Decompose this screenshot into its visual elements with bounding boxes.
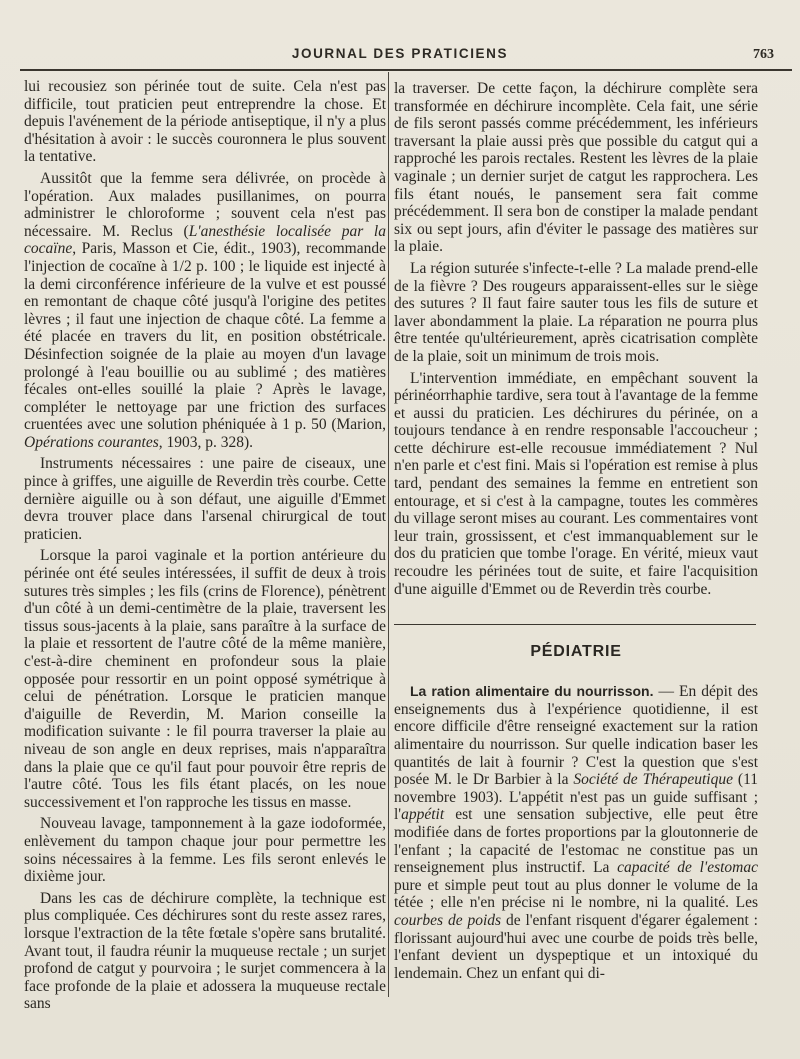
paragraph: Instruments nécessaires : une paire de ciseaux, une pince à griffes, une aiguille de Reverdin très courbe. Cette dernière aiguille ou à son défaut, une aiguille d'Emmet devra trouver place dans l'arsenal chirurgical de tout praticien. (24, 455, 386, 543)
article-title: La ration alimentaire du nourrisson. (410, 683, 654, 700)
paragraph (24, 170, 386, 452)
paragraph: L'intervention immédiate, en empêchant souvent la périnéorrhaphie tardive, sera tout à l'avantage de la femme et aussi du praticien. Les déchirures du périnée, on a toujours tendance à en rendre responsable l'accoucheur ; cette déchirure est-elle recousue immédiatement ? Nul n'en parle et c'est fini. Mais si l'opération est remise à plus tard, pendant des semaines la femme en entretient son entourage, et si c'est à la campagne, toutes les commères du village seront mises au courant. Les commentaires vont leur train, grossissent, et c'est immanquablement sur le dos du praticien que tombe l'orage. En vérité, mieux vaut recoudre les périnées tout de suite, et faire l'acquisition d'une aiguille d'Emmet ou de Reverdin très courbe. (394, 369, 758, 598)
paragraph: Dans les cas de déchirure complète, la technique est plus compliquée. Ces déchirures sont du reste assez rares, lorsque l'extraction de la tête fœtale s'opère sans brutalité. Avant tout, il faudra réunir la muqueuse rectale ; un surjet profond de catgut y pourvoira ; le surjet commencera à la face profonde de la plaie et adossera la muqueuse rectale sans (24, 889, 386, 1013)
journal-title: Société de Thérapeutique (573, 771, 733, 789)
emphasis: capacité de l'estomac (617, 859, 759, 877)
text-run: pure et simple peut tout au plus donner le volume de la tétée ; elle n'en précise ni le nombre, ni la qualité. Les (394, 876, 758, 912)
page-number: 763 (753, 47, 774, 62)
paragraph: Nouveau lavage, tamponnement à la gaze iodoformée, enlèvement du tampon chaque jour pour permettre les soins nécessaires à la femme. Les fils seront enlevés le dixième jour. (24, 815, 386, 886)
section-rule (394, 624, 756, 625)
emphasis: appétit (401, 806, 445, 824)
paragraph: la traverser. De cette façon, la déchirure complète sera transformée en déchirure incomplète. Cela fait, une série de fils seront passés comme précédemment, les inférieurs traversant la plaie aussi près que possible du catgut qui a rapproché les parois rectales. Restent les lèvres de la plaie vaginale ; un dernier surjet de catgut les rapprochera. Les fils étant noués, le pansement sera fait comme précédemment. Il sera bon de constiper la malade pendant six ou sept jours, afin d'éviter le passage des matières sur la plaie. (394, 80, 758, 256)
paragraph (394, 683, 758, 982)
text-run: — En dépit des enseignements dus à l'expérience quotidienne, il est encore difficile d'être renseigné exactement sur la ration alimentaire du nourrisson. Sur quelle indication baser les quantités de lait à fournir ? C'est la question que s'est posée M. le Dr Barbier à la (394, 683, 758, 789)
column-divider (388, 72, 389, 997)
running-head (0, 44, 800, 68)
text-run: , Paris, Masson et Cie, édit., 1903), recommande l'injection de cocaïne à 1/2 p. 100 ; le liquide est injecté à la demi circonférence inférieure de la vulve et est poussé en remontant de chaque côté jusqu'à l'origine des petites lèvres ; il faut une injection de chaque côté. La femme a été placée en travers du lit, en position obstétricale. Désinfection soignée de la plaie au moyen d'un lavage prolongé à l'eau bouillie ou au sublimé ; des matières fécales ont-elles souillé la plaie ? Après le lavage, compléter le nettoyage par une friction des surfaces cruentées avec une solution phéniquée à 1 p. 50 (Marion, (24, 240, 386, 434)
book-title: Opérations courantes (24, 433, 159, 451)
section-heading: PÉDIATRIE (530, 643, 622, 661)
header-rule (20, 69, 792, 71)
running-title: JOURNAL DES PRATICIENS (291, 46, 509, 61)
text-run: de l'enfant risquent d'égarer également : florissant aujourd'hui avec une courbe de poids très belle, l'enfant devient un dyspeptique et un intoxiqué du lendemain. Chez un enfant qui di- (394, 911, 758, 982)
paragraph: lui recousiez son périnée tout de suite. Cela n'est pas difficile, tout praticien peut entreprendre la chose. Et depuis l'avénement de la période antiseptique, il n'y a plus d'hésitation à avoir : le succès couronnera le plus souvent la tentative. (24, 78, 386, 166)
text-run: Aussitôt que la femme sera délivrée, on procède à l'opération. Aux malades pusillanimes, on pourra administrer le chloroforme ; souvent cela n'est pas nécessaire. M. Reclus ( (24, 169, 386, 240)
text-run: (11 novembre 1903). L'appétit n'est pas un guide suffisant ; l' (394, 771, 758, 824)
right-column (394, 80, 758, 986)
paragraph: La région suturée s'infecte-t-elle ? La malade prend-elle de la fièvre ? Des rougeurs apparaissent-elles sur le siège des sutures ? Il faut faire sauter tous les fils de suture et laver abondamment la plaie. La réparation ne pourra plus être tentée qu'ultérieurement, après cicatrisation complète de la plaie, soit un minimum de trois mois. (394, 259, 758, 365)
left-column (24, 78, 386, 1017)
text-run: , 1903, p. 328). (158, 433, 254, 451)
book-title: L'anesthésie localisée par la cocaïne (24, 222, 386, 258)
emphasis: courbes de poids (394, 911, 502, 929)
text-run: est une sensation subjective, elle peut être modifiée dans de fortes proportions par la gloutonnerie de l'enfant ; la capacité de l'estomac ne constitue pas un renseignement plus instructif. La (394, 806, 758, 877)
paragraph: Lorsque la paroi vaginale et la portion antérieure du périnée ont été seules intéressées, il suffit de deux à trois sutures très simples ; les fils (crins de Florence), pénètrent d'un côté à un demi-centimètre de la plaie, traversent les tissus sous-jacents à la plaie, sans paraître à la surface de la plaie et ressortent de l'autre côté de la même manière, c'est-à-dire cheminent en profondeur sous la plaie opposée pour ressortir en un point opposé symétrique à celui de pénétration. Lorsque le praticien manque d'aiguille de Reverdin, M. Marion conseille la modification suivante : le fil pourra traverser la plaie au niveau de son angle en deux reprises, mais n'apparaîtra dans la plaie que ce qu'il faut pour pouvoir être repris de l'autre côté. Tous les fils étant placés, on les noue successivement et l'on rapproche les tissus en masse. (24, 547, 386, 811)
